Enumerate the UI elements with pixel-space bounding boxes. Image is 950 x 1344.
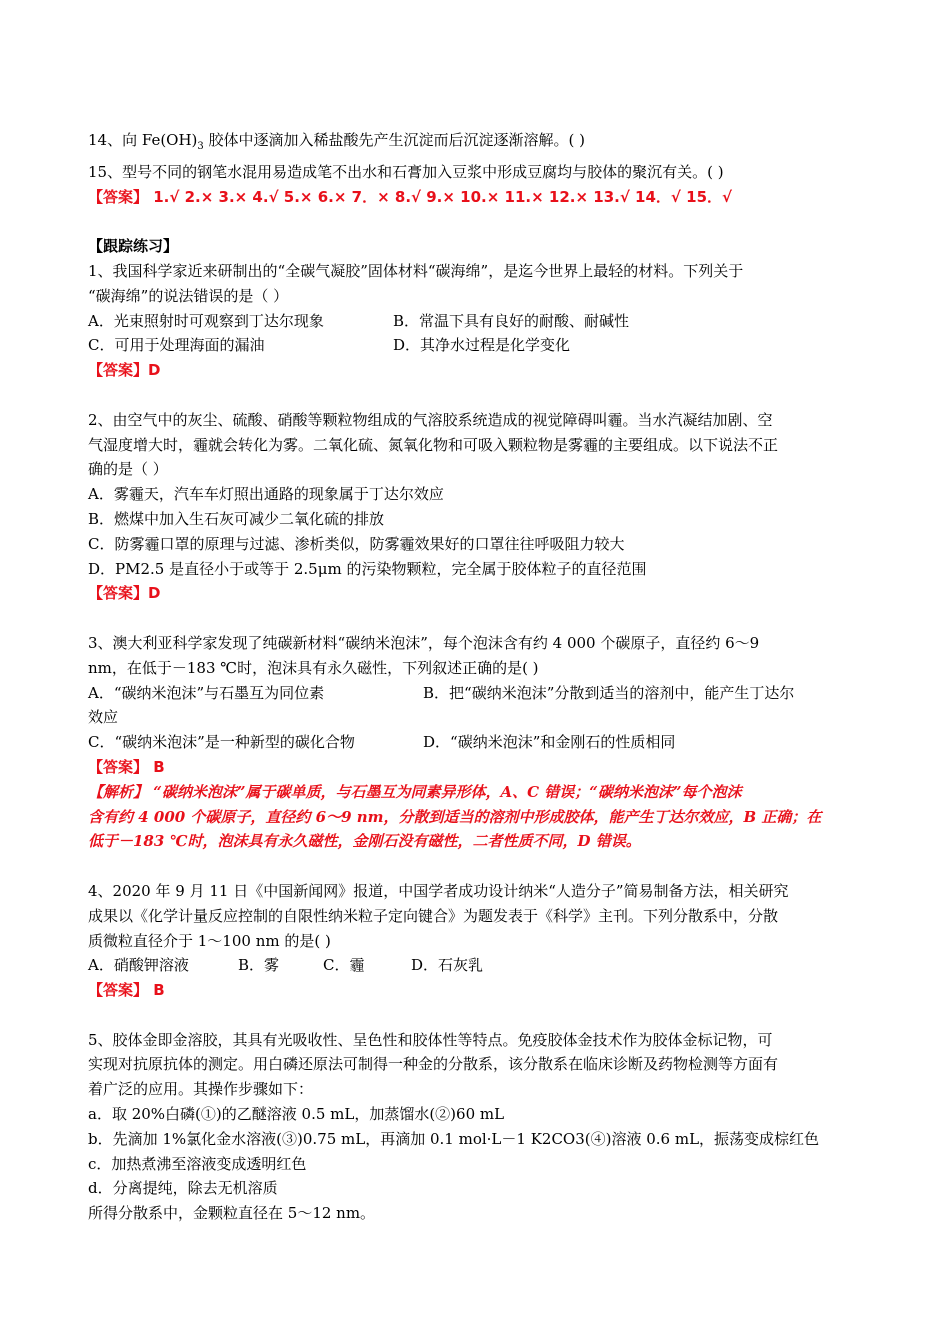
question-14: 14、向 $Fe(OH)_3$ 胶体中逐滴加入稀盐酸先产生沉淀而后沉淀逐渐溶解。( ) <box>88 131 586 152</box>
true-false-answers: 【答案】 1.√ 2.× 3.× 4.√ 5.× 6.× 7．× 8.√ 9.× 10.× 11.× 12.× 13.√ 14．√ 15．√ <box>88 187 733 206</box>
p2-option-a: A．雾霾天，汽车车灯照出通路的现象属于丁达尔效应 <box>88 485 444 504</box>
p1-stem-line-1: 1、我国科学家近来研制出的“全碳气凝胶”固体材料“碳海绵”，是迄今世界上最轻的材料。下列关于 <box>88 261 744 280</box>
p5-step-a: a．取 20%白磷(①)的乙醚溶液 0.5 mL，加蒸馏水(②)60 mL <box>88 1105 505 1124</box>
p2-answer: 【答案】D <box>88 584 161 603</box>
p4-option-a: A．硝酸钾溶液 <box>88 956 189 975</box>
p1-answer: 【答案】D <box>88 361 161 380</box>
p2-option-d: D．PM2.5 是直径小于或等于 2.5μm 的污染物颗粒，完全属于胶体粒子的直径范围 <box>88 559 647 578</box>
p5-conclusion: 所得分散系中，金颗粒直径在 5～12 nm。 <box>88 1204 376 1223</box>
p5-stem-line-1: 5、胶体金即金溶胶，其具有光吸收性、呈色性和胶体性等特点。免疫胶体金技术作为胶体金标记物，可 <box>88 1030 773 1049</box>
p4-stem-line-3: 质微粒直径介于 1～100 nm 的是( ) <box>88 931 331 950</box>
p2-stem-line-3: 确的是（ ） <box>88 460 168 479</box>
p4-stem-line-2: 成果以《化学计量反应控制的自限性纳米粒子定向键合》为题发表于《科学》主刊。下列分散系中，分散 <box>88 906 779 925</box>
p3-explanation-line-3: 低于－183 ℃时，泡沫具有永久磁性，金刚石没有磁性，二者性质不同，D 错误。 <box>88 832 641 851</box>
document-page <box>88 128 868 1226</box>
p5-stem-line-2: 实现对抗原抗体的测定。用白磷还原法可制得一种金的分散系，该分散系在临床诊断及药物检测等方面有 <box>88 1055 779 1074</box>
p2-option-c: C．防雾霾口罩的原理与过滤、渗析类似，防雾霾效果好的口罩往往呼吸阻力较大 <box>88 534 625 553</box>
p1-option-c: C．可用于处理海面的漏油 <box>88 336 265 355</box>
p3-option-a: A．“碳纳米泡沫”与石墨互为同位素 <box>88 683 325 702</box>
p3-option-b-cont: 效应 <box>88 708 119 727</box>
p4-option-d: D．石灰乳 <box>411 956 484 975</box>
p3-option-c: C．“碳纳米泡沫”是一种新型的碳化合物 <box>88 733 355 752</box>
p5-step-c: c．加热煮沸至溶液变成透明红色 <box>88 1154 307 1173</box>
p5-step-d: d．分离提纯，除去无机溶质 <box>88 1179 278 1198</box>
p1-option-b: B．常温下具有良好的耐酸、耐碱性 <box>393 311 630 330</box>
p1-option-a: A．光束照射时可观察到丁达尔现象 <box>88 311 324 330</box>
p2-option-b: B．燃煤中加入生石灰可减少二氧化硫的排放 <box>88 509 385 528</box>
p2-stem-line-1: 2、由空气中的灰尘、硫酸、硝酸等颗粒物组成的气溶胶系统造成的视觉障碍叫霾。当水汽凝结加剧、空 <box>88 410 773 429</box>
p4-answer: 【答案】 B <box>88 981 165 1000</box>
p5-step-b: b．先滴加 1%氯化金水溶液(③)0.75 mL，再滴加 0.1 mol·L－1 K2CO3(④)溶液 0.6 mL，振荡变成棕红色 <box>88 1129 820 1148</box>
p3-stem-line-1: 3、澳大利亚科学家发现了纯碳新材料“碳纳米泡沫”，每个泡沫含有约 4 000 个碳原子，直径约 6～9 <box>88 633 760 652</box>
p1-option-d: D．其净水过程是化学变化 <box>393 336 571 355</box>
p3-option-b: B．把“碳纳米泡沫”分散到适当的溶剂中，能产生丁达尔 <box>423 683 795 702</box>
p3-answer: 【答案】 B <box>88 757 165 776</box>
p4-option-c: C．霾 <box>323 956 365 975</box>
p3-explanation-line-2: 含有约 4 000 个碳原子，直径约 6～9 nm，分散到适当的溶剂中形成胶体，能产生丁达尔效应，B 正确；在 <box>88 807 822 826</box>
p5-stem-line-3: 着广泛的应用。其操作步骤如下： <box>88 1080 314 1099</box>
p4-stem-line-1: 4、2020 年 9 月 11 日《中国新闻网》报道，中国学者成功设计纳米“人造分子”简易制备方法，相关研究 <box>88 881 789 900</box>
p2-stem-line-2: 气湿度增大时，霾就会转化为雾。二氧化硫、氮氧化物和可吸入颗粒物是雾霾的主要组成。以下说法不正 <box>88 435 779 454</box>
section-title: 【跟踪练习】 <box>88 237 179 256</box>
p1-stem-line-2: “碳海绵”的说法错误的是（ ） <box>88 286 289 305</box>
p4-option-b: B．雾 <box>238 956 280 975</box>
p3-stem-line-2: nm，在低于－183 ℃时，泡沫具有永久磁性，下列叙述正确的是( ) <box>88 658 539 677</box>
p3-option-d: D．“碳纳米泡沫”和金刚石的性质相同 <box>423 733 676 752</box>
question-15: 15、型号不同的钢笔水混用易造成笔不出水和石膏加入豆浆中形成豆腐均与胶体的聚沉有关。( ) <box>88 162 724 181</box>
p3-explanation-line-1: 【解析】 “碳纳米泡沫”属于碳单质，与石墨互为同素异形体，A、C 错误；“碳纳米泡沫”每个泡沫 <box>88 782 742 801</box>
